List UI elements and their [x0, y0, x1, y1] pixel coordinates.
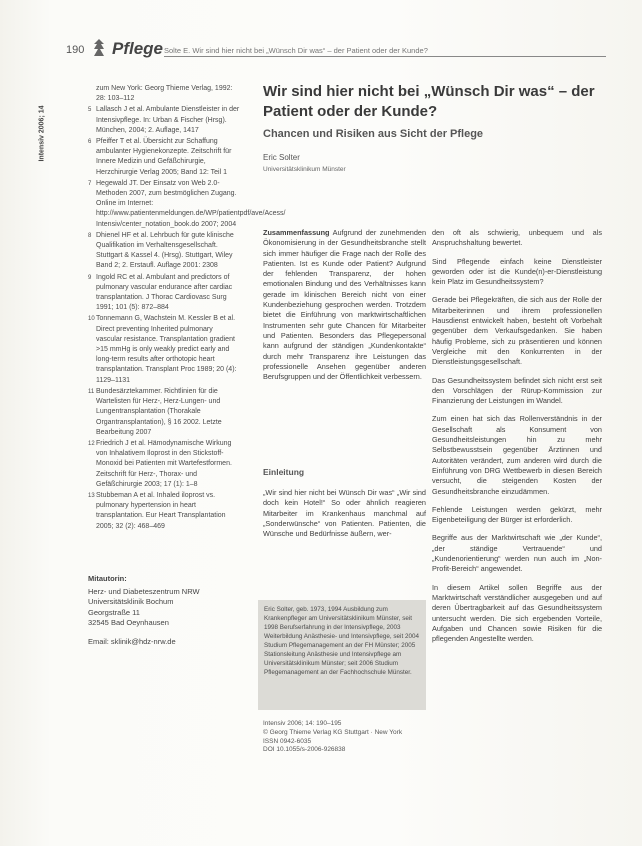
article-author: Eric Solter — [263, 153, 300, 162]
body-paragraph: Fehlende Leistungen werden gekürzt, mehr Eigenbeteiligung der Bürger ist erforderlich. — [432, 504, 602, 525]
citation-block — [263, 720, 426, 755]
reference-item: 13 Stubbeman A et al. Inhaled iloprost vs. pulmonary hypertension in heart transplantation. Eur Heart Transplantation 2005; 32 (2): 468–469 — [88, 491, 226, 530]
body-paragraph: Das Gesundheitssystem befindet sich nicht erst seit den Vorschlägen der Rürup-Kommission zur Finanzierung der Leistungen im Wandel. — [432, 375, 602, 406]
header-rule — [164, 56, 606, 57]
address-line: Herz- und Diabeteszentrum NRW — [88, 586, 200, 596]
intro-text: „Wir sind hier nicht bei Wünsch Dir was“ „Wir sind doch kein Hotel!“ So oder ähnlich reagieren Mitarbeiter im Krankenhaus manchmal auf „Sonderwünsche“ von Patienten. Patienten, die Wünsche und Bedürfnisse äußern, wer- — [263, 488, 426, 539]
body-paragraph: In diesem Artikel sollen Begriffe aus der Marktwirtschaft verständlicher ausgegeben und auf deren Übertragbarkeit auf das Gesundheitssystem untersucht werden. Die sich ergebenden Vorteile, Aufgaben und Chancen sowie Risiken für die pflegenden Angestellte werden. — [432, 582, 602, 644]
correspondence-address — [88, 574, 248, 647]
abstract-text: Aufgrund der zunehmenden Ökonomisierung in der Gesundheitsbranche stellt sich immer häufiger die Frage nach der Rolle des Patienten. Ist es Kunde oder Patient? Aufgrund der fehlenden Transparenz, der hohen emotionalen Bindung und des Verhältnisses kann gerade im klinischen Bereich nicht von einer Kundenbeziehung gesprochen werden. Trotzdem bietet die Einführung von marktwirtschaftlichen Instrumenten sehr gute Chancen für Mitarbeiter und Patienten. Besonders das Pflegepersonal kann aufgrund der ständigen „Kundenkontakte“ durch mehr Transparenz ihre Leistungen das professionelle Ansehen gegenüber anderen Berufsgruppen und der Öffentlichkeit verbessern. — [263, 228, 426, 382]
page-header — [66, 39, 606, 60]
reference-item: 11 Bundesärztekammer. Richtlinien für die Wartelisten für Herz-, Herz-Lungen- und Lungentransplantation (Thorakale Organtransplantation), § 16 2002. Letzte Bearbeitung 2007 — [88, 387, 222, 436]
reference-item: 7 Hegewald JT. Der Einsatz von Web 2.0-Methoden 2007, zum bestmöglichen Zugang. Online im Internet: http://www.patientenmeldungen.de/WP/patientpdf/ave/Acess/ Intensiv/center_notation_book.do 2007; 2004 — [88, 179, 286, 228]
address-line: Universitätsklinik Bochum — [88, 597, 174, 606]
journal-sidebar — [38, 84, 72, 194]
pflege-logo-icon — [92, 38, 106, 58]
address-email: Email: sklinik@hdz-nrw.de — [88, 636, 176, 646]
reference-item: 5 Lallasch J et al. Ambulante Dienstleister in der Intensivpflege. In: Urban & Fischer (Hrsg). München, 2004; 2. Auflage, 1417 — [88, 106, 240, 134]
journal-logo: Pflege — [112, 39, 164, 58]
reference-item: 10 Tonnemann G, Wachstein M. Kessler B et al. Direct preventing Inherited pulmonary vascular resistance. Transplantation gradient >15 mmHg is only weakly predict early and long-term results after orthotopic heart transplantation. Transplant Proc 1989; 20 (4): 1129–1131 — [88, 315, 237, 384]
body-paragraph: Gerade bei Pflegekräften, die sich aus der Rolle der Mitarbeiterinnen und ihrem professionellen Hausdienst entwickelt haben, besteht oft Vorbehalt gegenüber dem Verkaufsgedanken. Sie haben häufig Probleme, sich zu präsentieren und können Vergleiche mit den Konkurrenten in der Dienstleistungsgesellschaft. — [432, 295, 602, 367]
author-affiliation: Universitätsklinikum Münster — [263, 166, 346, 173]
citation-line: © Georg Thieme Verlag KG Stuttgart · New York — [263, 728, 403, 736]
body-paragraph: Begriffe aus der Marktwirtschaft wie „der Kunde“, „der ständige Vertrauende“ und „Kundenorientierung“ werden nun auch im „Non-Profit-Bereich“ angewendet. — [432, 533, 602, 574]
citation-line: DOI 10.1055/s-2006-926838 — [263, 746, 346, 754]
running-title: Solte E. Wir sind hier nicht bei „Wünsch Dir was“ – der Patient oder der Kunde? — [164, 46, 428, 55]
sidebar-label: Intensiv 2006; 14 — [38, 105, 46, 162]
address-line: 32545 Bad Oeynhausen — [88, 618, 169, 627]
article-title: Wir sind hier nicht bei „Wünsch Dir was“ – der Patient oder der Kunde? — [263, 83, 595, 120]
citation-line: Intensiv 2006; 14: 190–195 — [263, 720, 342, 727]
intro-heading: Einleitung — [263, 467, 305, 477]
article-subtitle: Chancen und Risiken aus Sicht der Pflege — [263, 128, 484, 140]
page-number: 190 — [66, 44, 85, 56]
body-column-right — [432, 228, 602, 652]
reference-item: 6 Pfeiffer T et al. Übersicht zur Schaffung ambulanter Hygienekonzepte. Zeitschrift für Innere Medizin und Gefäßchirurgie, Herzchirurgie Verlag 2005; Band 12: Teil 1 — [88, 138, 232, 176]
address-heading: Mitautorin: — [88, 574, 127, 583]
address-line: Georgstraße 11 — [88, 607, 140, 617]
reference-item: 12 Friedrich J et al. Hämodynamische Wirkung von Inhalativem Iloprost in den Stickstoff-Monoxid bei Patienten mit Wartefestformen. Zeitschrift für Herz-, Thorax- und Gefäßchirurgie 2003; 17 (1): 1–8 — [88, 439, 232, 488]
body-paragraph: Sind Pflegende einfach keine Dienstleister geworden oder ist die Kunde(n)-er-Dienstleistung kein Platz im Gesundheitssystem? — [432, 256, 602, 287]
citation-line: ISSN 0942-6035 — [263, 737, 312, 745]
reference-item: 9 Ingold RC et al. Ambulant and predictors of pulmonary vascular endurance after cardiac transplantation. J Thorac Cardiovasc Surg 1991; 101 (5): 872–884 — [88, 273, 233, 312]
abstract-label: Zusammenfassung — [263, 228, 330, 237]
author-bio-box: Eric Solter, geb. 1973, 1994 Ausbildung zum Krankenpfleger am Universitätsklinikum Münster, seit 1998 Berufserfahrung in der Intensivpflege, 2003 Weiterbildung Anästhesie- und Intensivpflege, seit 2004 Studium Pflegemanagement an der FH Münster; 2005 Stationsleitung Anästhesie und Intensivpflege am Universitätsklinikum Münster; seit 2006 Studium Pflegemanagement an der Fachhochschule Münster. — [258, 600, 426, 710]
abstract-column — [263, 228, 426, 390]
reference-item: zum New York: Georg Thieme Verlag, 1992: 28: 103–112 — [96, 85, 233, 103]
reference-item: 8 Dhienel HF et al. Lehrbuch für gute klinische Qualifikation im Verhaltensgesellschaft. Stuttgart & Kassel 4. (Hrsg). Stuttgart, Wiley Band 2; 2. Erstaufl. Auflage 2001: 2308 — [88, 231, 234, 270]
body-paragraph: Zum einen hat sich das Rollenverständnis in der Gesellschaft als Konsument von Gesundheitsleistungen hin zu mehr Selbstbewusstsein gegenüber Ärztinnen und Autoritäten verändert, zum anderen wird durch die Einführung von DRG Wettbewerb in diesen Bereich versucht, die steigenden Kosten der Gesundheitsbranche einzudämmen. — [432, 414, 602, 496]
body-paragraph: den oft als schwierig, unbequem und als Anspruchshaltung bewertet. — [432, 228, 602, 248]
